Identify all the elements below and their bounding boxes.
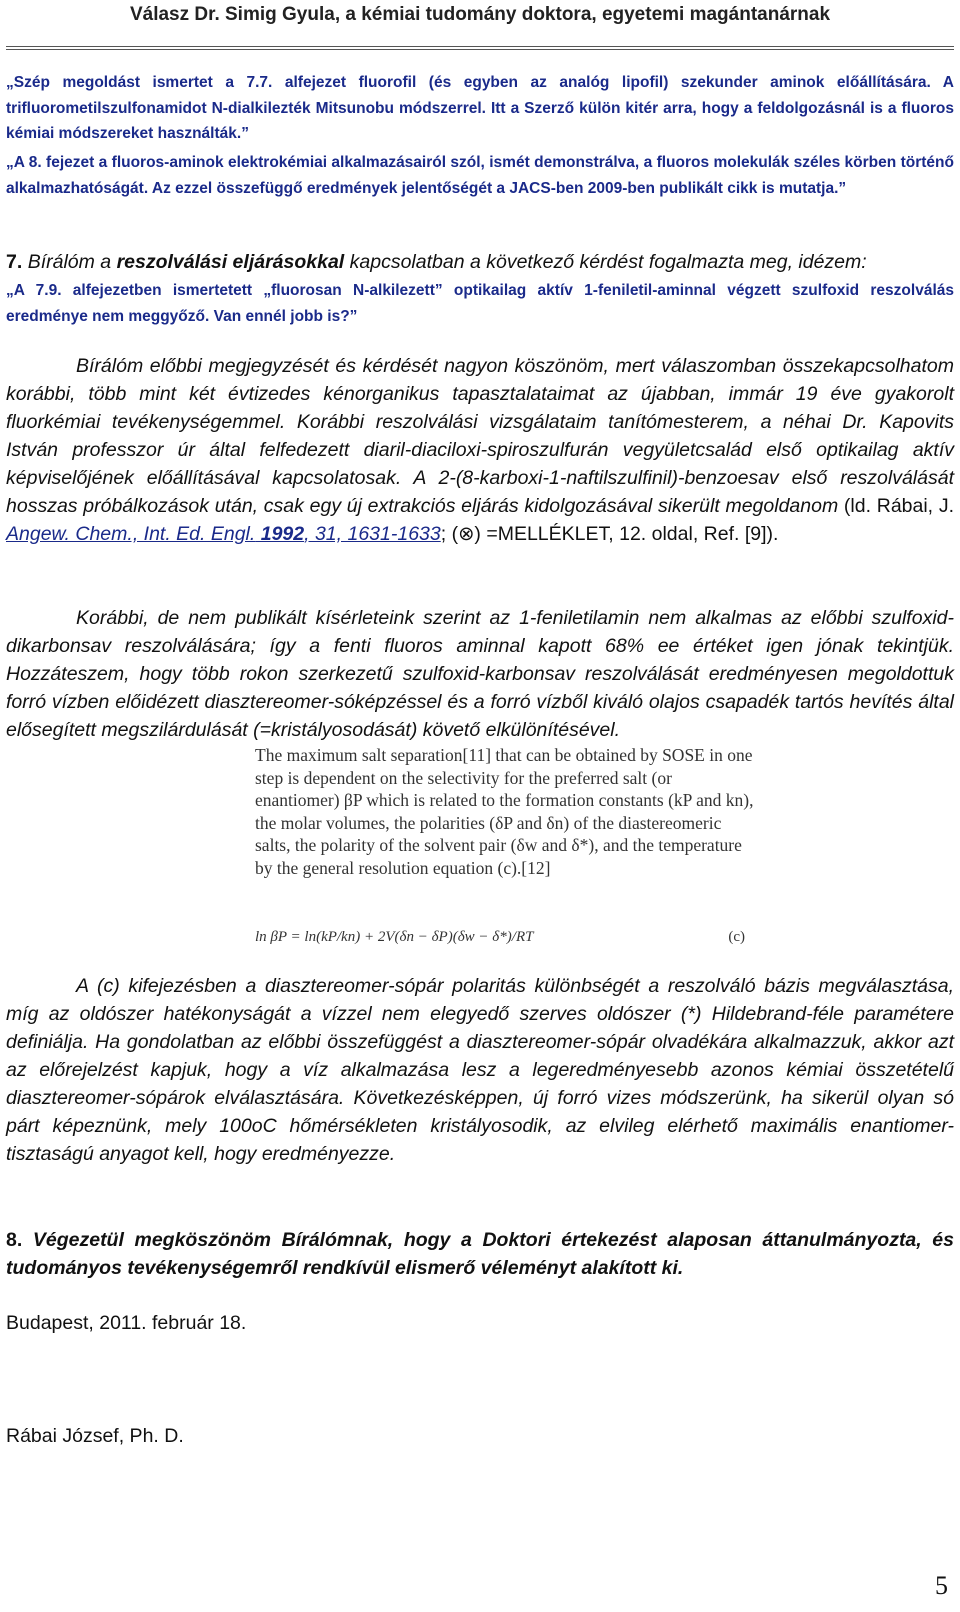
quote-7-7: „Szép megoldást ismertet a 7.7. alfejezet fluorofil (és egyben az analóg lipofil) szekunder aminok előállítására. A trifluorometilszulfonamidot N-dialkilezték Mitsunobu módszerrel. Itt a Szerző külön kitér arra, hogy a feldolgozásnál is a fluoros kémiai módszereket használták.” (6, 74, 954, 142)
question-7-intro (6, 248, 954, 276)
answer-3-text: A (c) kifejezésben a diasztereomer-sópár polaritás különbségét a reszolváló bázis megválasztása, míg az oldószer hatékonyságát a vízzel nem elegyedő szerves oldószer (*) Hildebrand-féle paramétere definiálja. Ha gondolatban az előbbi összefüggést a diasztereomer-sópár olvadékára alkalmazzuk, akkor azt az előrejelzést kapjuk, hogy a víz alkalmazása lesz a legeredményesebb azonos kémiai összetételű diasztereomer-sópárok elválasztására. Következésképpen, új forró vizes módszerünk, ha sikerül olyan só párt képeznünk, mely 100oC hőmérsékleten kristályosodik, az elvileg elérhető maximális enantiomer-tisztaságú anyagot kell, hogy eredményezze. (6, 975, 954, 1165)
section-8-number: 8. (6, 1229, 23, 1251)
answer-paragraph-2 (6, 604, 954, 744)
ref-journal-link[interactable]: Angew. Chem., Int. Ed. Engl. (6, 523, 256, 545)
question-intro-a: Bírálóm a (27, 251, 117, 273)
page-number: 5 (935, 1571, 948, 1600)
equation-label: (c) (728, 929, 745, 945)
quote-8: „A 8. fejezet a fluoros-aminok elektrokémiai alkalmazásairól szól, ismét demonstrálva, a fluoros molekulák széles körben történő alkalmazhatóságát. Az ezzel összefüggő eredmények jelentőségét a JACS-ben 2009-ben publikált cikk is mutatja.” (6, 154, 954, 197)
answer-paragraph-3 (6, 972, 954, 1168)
header-rule (6, 46, 954, 50)
answer-paragraph-1 (6, 352, 954, 548)
ref-prefix: (ld. Rábai, J. (838, 495, 954, 517)
question-intro-bold: reszolválási eljárásokkal (116, 251, 345, 273)
place-date: Budapest, 2011. február 18. (6, 1312, 247, 1334)
quoted-figure (255, 744, 755, 954)
section-8-text: Végezetül megköszönöm Bírálómnak, hogy a Doktori értekezést alaposan áttanulmányozta, és tudományos tevékenységemről rendkívül elismerő véleményt alakított ki. (6, 1229, 954, 1279)
question-quote-text: „A 7.9. alfejezetben ismertetett „fluorosan N-alkilezett” optikailag aktív 1-feniletil-aminnal végzett szulfoxid reszolválás eredménye nem meggyőző. Van ennél jobb is?” (6, 282, 954, 325)
quote-block-2 (6, 150, 954, 201)
signature: Rábai József, Ph. D. (6, 1425, 184, 1447)
ref-year-link[interactable]: 1992 (255, 523, 305, 545)
answer-1-text: Bírálóm előbbi megjegyzését és kérdését nagyon köszönöm, mert válaszomban összekapcsolhatom korábbi, több mint két évtizedes kénorganikus tapasztalataimat az újabban, immár 19 éve gyakorolt fluorkémiai tevékenységemmel. Korábbi reszolválási vizsgálataim tanítómesterem, a néhai Dr. Kapovits István professzor úr által felfedezett diaril-diaciloxi-spiroszulfurán vegyületcsalád első optikailag aktív képviselőjének előállításával kapcsolatosak. A 2-(8-karboxi-1-naftilszulfinil)-benzoesav első reszolválását hosszas próbálkozások után, csak egy új extrakciós eljárás kidolgozásával sikerült megoldanom (6, 355, 954, 517)
quote-block-1 (6, 70, 954, 147)
ref-suffix: ; (⊗) =MELLÉKLET, 12. oldal, Ref. [9]). (440, 523, 779, 545)
page-header: Válasz Dr. Simig Gyula, a kémiai tudomány doktora, egyetemi magántanárnak (129, 4, 831, 25)
equation-text: ln βP = ln(kP/kn) + 2V(δn − δP)(δw − δ*)/RT (255, 929, 534, 945)
section-8 (6, 1226, 954, 1282)
ref-volume-link[interactable]: , 31, 1631-1633 (304, 523, 441, 545)
question-7-quote (6, 278, 954, 329)
question-number: 7. (6, 251, 23, 273)
resolution-equation (255, 926, 755, 949)
answer-2-text: Korábbi, de nem publikált kísérleteink szerint az 1-feniletilamin nem alkalmas az előbbi szulfoxid-dikarbonsav reszolválására; így a fenti fluoros aminnal kapott 68% ee értéket igen jónak tekintjük. Hozzáteszem, hogy több rokon szerkezetű szulfoxid-karbonsav reszolválását eredményesen megoldottuk forró vízben előidézett diasztereomer-sóképzéssel és a forró vízből kiváló olajos csapadék tartós hevítés által elősegített megszilárdulását (=kristályosodását) követő elkülönítésével. (6, 607, 954, 741)
figure-text: The maximum salt separation[11] that can be obtained by SOSE in one step is dependent on the selectivity for the preferred salt (or enantiomer) βP which is related to the formation constants (kP and kn), the molar volumes, the polarities (δP and δn) of the diastereomeric salts, the polarity of the solvent pair (δw and δ*), and the temperature by the general resolution equation (c).[12] (255, 745, 754, 878)
question-intro-b: kapcsolatban a következő kérdést fogalmazta meg, idézem: (344, 251, 867, 273)
